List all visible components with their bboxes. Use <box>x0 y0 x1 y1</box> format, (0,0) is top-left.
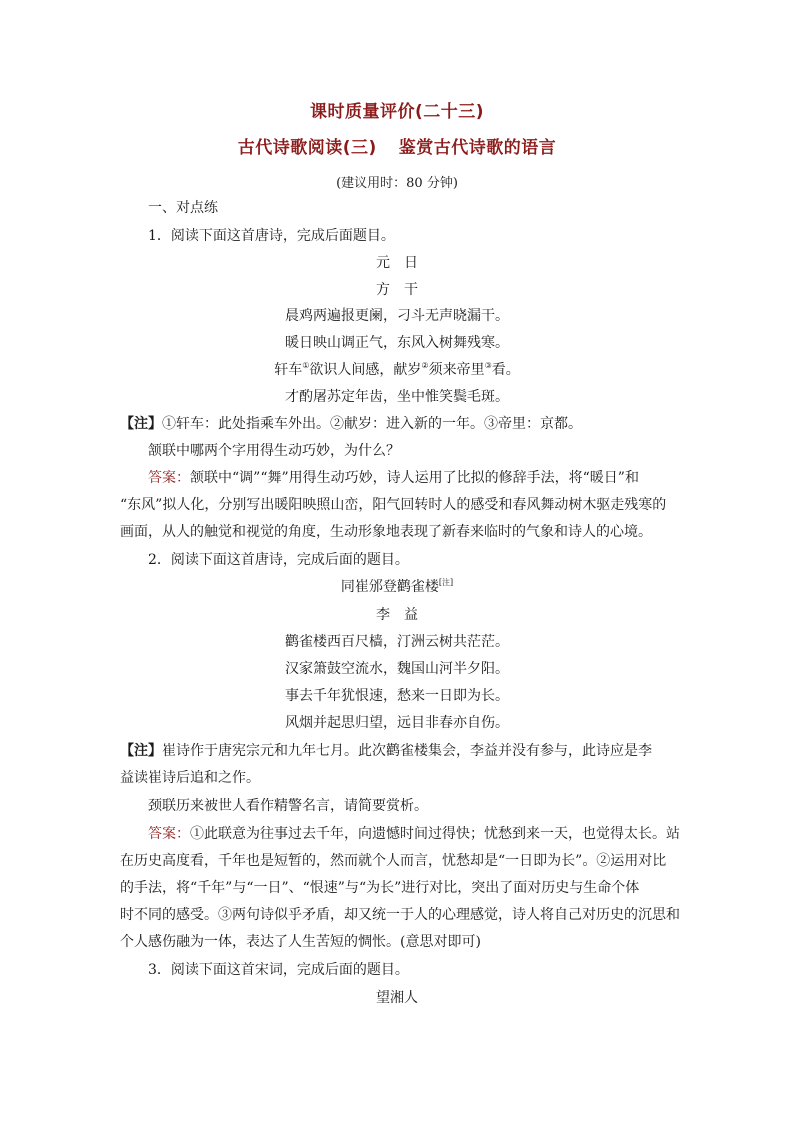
q2-note-line: 益读崔诗后追和之作。 <box>120 770 260 786</box>
q2-poem-title: 同崔邠登鹳雀楼[注] <box>340 578 454 595</box>
q2-prompt: 2．阅读下面这首唐诗，完成后面的题目。 <box>148 552 409 568</box>
q1-poet: 方 干 <box>376 282 418 298</box>
q2-answer-line: 在历史高度看，千年也是短暂的，然而就个人而言，忧愁却是“一日即为长”。②运用对比 <box>120 853 667 869</box>
q1-poem-line: 才酌屠苏定年齿，坐中惟笑鬓毛斑。 <box>285 389 509 405</box>
q2-poem-line: 风烟并起思归望，远目非春亦自伤。 <box>285 715 509 731</box>
q1-poem-line: 轩车①欲识人间感，献岁②须来帝里③看。 <box>274 361 520 378</box>
q2-answer-line: 个人感伤融为一体，表达了人生苦短的惆怅。(意思对即可) <box>120 934 481 950</box>
q1-poem-line: 暖日映山调正气，东风入树舞残寒。 <box>285 335 509 351</box>
q1-note: 【注】①轩车：此处指乘车外出。②献岁：进入新的一年。③帝里：京都。 <box>120 416 582 432</box>
page-subtitle <box>0 133 794 158</box>
q1-answer-line: 画面，从人的触觉和视觉的角度，生动形象地表现了新春来临时的气象和诗人的心境。 <box>120 524 652 540</box>
q3-poem-title: 望湘人 <box>376 990 418 1006</box>
q2-poem-line: 汉家箫鼓空流水，魏国山河半夕阳。 <box>285 661 509 677</box>
section-heading: 一、对点练 <box>148 200 218 216</box>
q2-poem-line: 鹳雀楼西百尺樯，汀洲云树共茫茫。 <box>285 634 509 650</box>
q2-answer: 答案：①此联意为往事过去千年，向遗憾时间过得快；忧愁到来一天，也觉得太长。站 <box>148 826 680 842</box>
q1-answer-line: “东风”拟人化，分别写出暖阳映照山峦，阳气回转时人的感受和春风舞动树木驱走残寒的 <box>120 497 667 513</box>
subtitle-right: 鉴赏古代诗歌的语言 <box>398 138 557 158</box>
q2-poet: 李 益 <box>376 607 418 623</box>
time-note: (建议用时：80 分钟) <box>336 176 458 191</box>
q1-answer: 答案：颔联中“调”“舞”用得生动巧妙，诗人运用了比拟的修辞手法，将“暖日”和 <box>148 470 639 486</box>
q1-prompt: 1．阅读下面这首唐诗，完成后面题目。 <box>148 228 395 244</box>
answer-label: 答案： <box>148 470 190 486</box>
q2-answer-line: 时不同的感受。③两句诗似乎矛盾，却又统一于人的心理感觉，诗人将自己对历史的沉思和 <box>120 907 680 923</box>
page-title: 课时质量评价(二十三) <box>309 102 485 122</box>
q1-question: 颔联中哪两个字用得生动巧妙，为什么？ <box>148 443 400 459</box>
subtitle-left: 古代诗歌阅读(三) <box>237 138 377 158</box>
q1-poem-line: 晨鸡两遍报更阑，刁斗无声晓漏干。 <box>285 308 509 324</box>
q2-answer-line: 的手法，将“千年”与“一日”、“恨速”与“为长”进行对比，突出了面对历史与生命个体 <box>120 880 640 896</box>
answer-label: 答案： <box>148 826 190 842</box>
q2-question: 颈联历来被世人看作精警名言，请简要赏析。 <box>148 798 428 814</box>
q2-note: 【注】崔诗作于唐宪宗元和九年七月。此次鹳雀楼集会，李益并没有参与，此诗应是李 <box>120 743 652 759</box>
q2-poem-line: 事去千年犹恨速，愁来一日即为长。 <box>285 688 509 704</box>
q1-poem-title: 元 日 <box>376 255 418 271</box>
q3-prompt: 3．阅读下面这首宋词，完成后面的题目。 <box>148 962 409 978</box>
